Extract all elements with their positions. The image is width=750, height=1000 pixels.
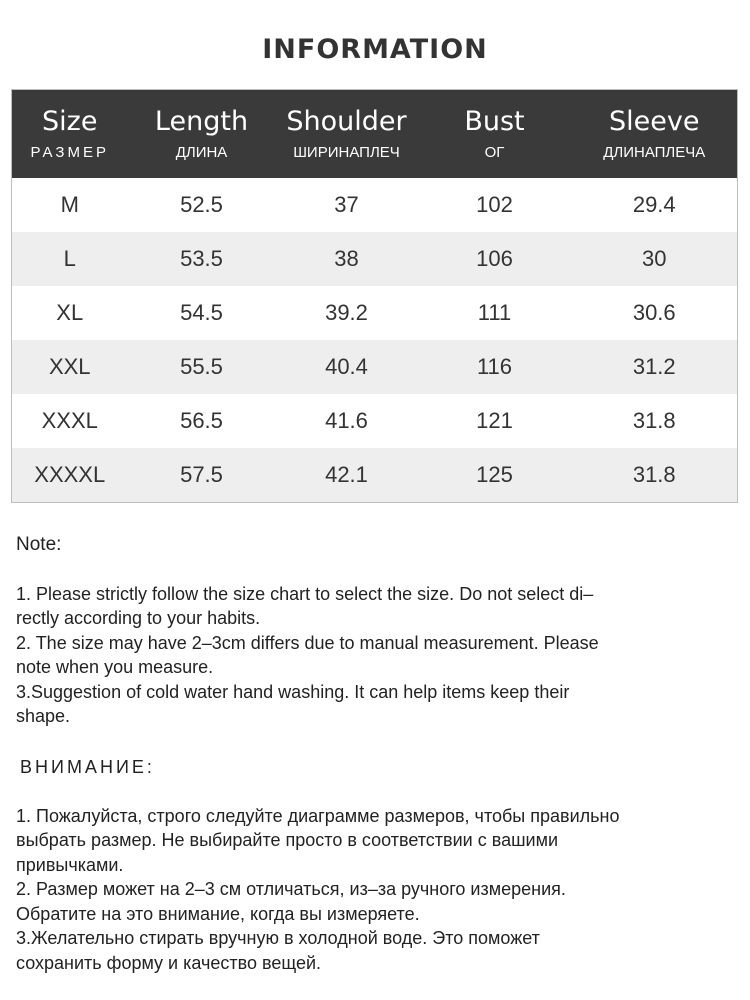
note-en-section <box>16 533 736 729</box>
cell-length: 55.5 <box>128 340 276 394</box>
table-body <box>12 178 738 503</box>
table-row <box>12 340 738 394</box>
cell-sleeve: 31.8 <box>572 448 738 503</box>
header-label-en: Shoulder <box>286 106 407 137</box>
table-row <box>12 232 738 286</box>
header-label-en: Size <box>42 106 98 137</box>
cell-shoulder: 42.1 <box>276 448 418 503</box>
note-ru-line: сохранить форму и качество вещей. <box>16 952 322 973</box>
note-en-line: 3.Suggestion of cold water hand washing. It can help items keep their <box>16 681 570 702</box>
header-label-en: Sleeve <box>609 106 700 137</box>
header-label-ru: ШИРИНАПЛЕЧ <box>293 144 400 161</box>
table-row <box>12 286 738 340</box>
cell-length: 54.5 <box>128 286 276 340</box>
cell-sleeve: 29.4 <box>572 178 738 232</box>
cell-sleeve: 30.6 <box>572 286 738 340</box>
cell-bust: 116 <box>418 340 572 394</box>
cell-shoulder: 39.2 <box>276 286 418 340</box>
table-row <box>12 448 738 503</box>
note-en-line: shape. <box>16 706 71 726</box>
cell-size: XXXXL <box>12 448 128 503</box>
note-ru-line: 3.Желательно стирать вручную в холодной воде. Это поможет <box>16 928 540 948</box>
note-ru-line: выбрать размер. Не выбирайте просто в соответствии с вашими <box>16 830 559 850</box>
note-en-heading: Note: <box>16 534 62 555</box>
cell-length: 57.5 <box>128 448 276 503</box>
cell-bust: 121 <box>418 394 572 448</box>
cell-bust: 102 <box>418 178 572 232</box>
cell-size: XXL <box>12 340 128 394</box>
header-label-ru: ОГ <box>484 144 505 161</box>
cell-sleeve: 31.2 <box>572 340 738 394</box>
cell-sleeve: 30 <box>572 232 738 286</box>
note-en-line: rectly according to your habits. <box>16 608 261 628</box>
header-bust <box>418 90 572 179</box>
header-label-ru: РАЗМЕР <box>30 144 109 161</box>
cell-size: XL <box>12 286 128 340</box>
cell-size: XXXL <box>12 394 128 448</box>
header-length <box>128 90 276 179</box>
note-ru-section <box>16 755 736 975</box>
cell-length: 53.5 <box>128 232 276 286</box>
header-shoulder <box>276 90 418 179</box>
header-label-ru: ДЛИНА <box>175 144 228 161</box>
note-ru-line: привычками. <box>16 854 124 875</box>
cell-shoulder: 40.4 <box>276 340 418 394</box>
header-label-en: Bust <box>464 106 525 137</box>
cell-size: M <box>12 178 128 232</box>
cell-bust: 111 <box>418 286 572 340</box>
note-ru-heading: ВНИМАНИЕ: <box>20 757 155 777</box>
note-ru-line: Обратите на это внимание, когда вы измеряете. <box>16 903 420 924</box>
header-sleeve <box>572 90 738 179</box>
note-en-line: 2. The size may have 2–3cm differs due to manual measurement. Please <box>16 632 599 653</box>
cell-bust: 106 <box>418 232 572 286</box>
header-label-ru: ДЛИНАПЛЕЧА <box>603 144 706 161</box>
note-ru-line: 2. Размер может на 2–3 см отличаться, из–за ручного измерения. <box>16 879 566 899</box>
page-title: INFORMATION <box>262 34 488 65</box>
cell-size: L <box>12 232 128 286</box>
cell-bust: 125 <box>418 448 572 503</box>
table-row <box>12 394 738 448</box>
size-chart-table <box>11 89 738 503</box>
cell-length: 52.5 <box>128 178 276 232</box>
header-size <box>12 90 128 179</box>
note-en-line: note when you measure. <box>16 657 214 677</box>
header-label-en: Length <box>154 106 249 137</box>
table-row <box>12 178 738 232</box>
cell-shoulder: 41.6 <box>276 394 418 448</box>
note-ru-line: 1. Пожалуйста, строго следуйте диаграмме размеров, чтобы правильно <box>16 805 620 826</box>
cell-length: 56.5 <box>128 394 276 448</box>
cell-shoulder: 38 <box>276 232 418 286</box>
cell-sleeve: 31.8 <box>572 394 738 448</box>
note-en-line: 1. Please strictly follow the size chart to select the size. Do not select di– <box>16 583 594 604</box>
cell-shoulder: 37 <box>276 178 418 232</box>
table-header <box>12 90 738 179</box>
header-row <box>12 90 738 179</box>
